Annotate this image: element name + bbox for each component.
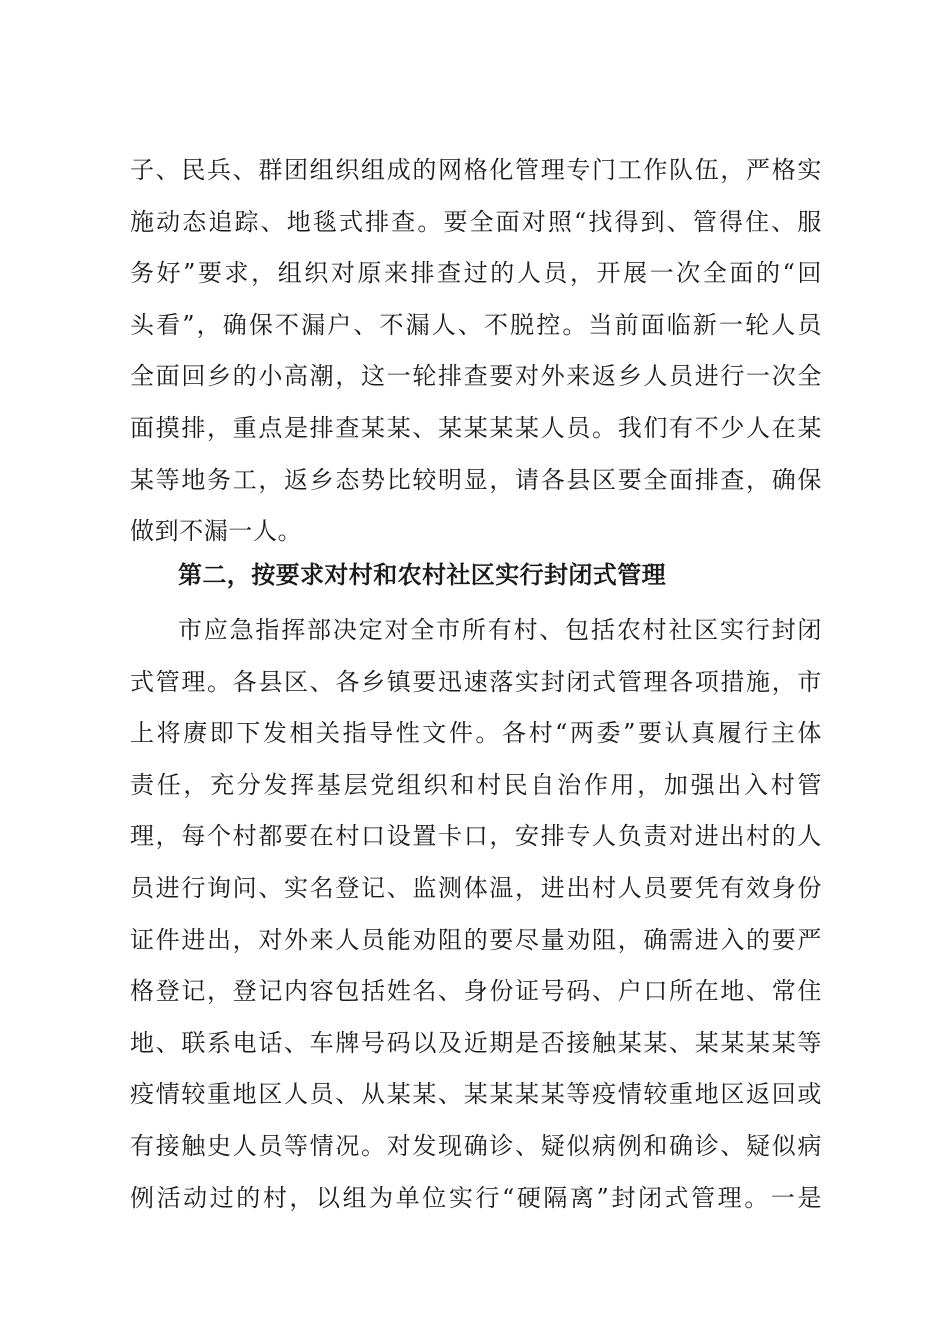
paragraph-line: 有接触史人员等情况。对发现确诊、疑似病例和确诊、疑似病: [130, 1131, 822, 1160]
paragraph-line: 施动态追踪、地毯式排查。要全面对照“找得到、管得住、服: [130, 207, 822, 236]
paragraph-line: 式管理。各县区、各乡镇要迅速落实封闭式管理各项措施，市: [130, 667, 822, 696]
paragraph-line: 面摸排，重点是排查某某、某某某某人员。我们有不少人在某: [130, 413, 822, 442]
paragraph-section-two: [130, 605, 822, 1224]
paragraph-line: 证件进出，对外来人员能劝阻的要尽量劝阻，确需进入的要严: [130, 925, 822, 954]
section-heading: 第二，按要求对村和农村社区实行封闭式管理: [178, 561, 666, 589]
paragraph-line: 疫情较重地区人员、从某某、某某某某等疫情较重地区返回或: [130, 1080, 822, 1109]
paragraph-line: 理，每个村都要在村口设置卡口，安排专人负责对进出村的人: [130, 822, 822, 851]
paragraph-line: 上将赓即下发相关指导性文件。各村“两委”要认真履行主体: [130, 719, 822, 748]
paragraph-line: 某等地务工，返乡态势比较明显，请各县区要全面排查，确保: [130, 465, 822, 494]
paragraph-line: 子、民兵、群团组织组成的网格化管理专门工作队伍，严格实: [130, 156, 822, 184]
paragraph-line: 地、联系电话、车牌号码以及近期是否接触某某、某某某某等: [130, 1028, 822, 1057]
paragraph-line: 格登记，登记内容包括姓名、身份证号码、户口所在地、常住: [130, 977, 822, 1006]
paragraph-line: 做到不漏一人。: [130, 517, 303, 546]
paragraph-line: 员进行询问、实名登记、监测体温，进出村人员要凭有效身份: [130, 873, 822, 902]
paragraph-line: 市应急指挥部决定对全市所有村、包括农村社区实行封闭: [178, 616, 822, 644]
paragraph-continued: [130, 145, 822, 558]
paragraph-line: 责任，充分发挥基层党组织和村民自治作用，加强出入村管: [130, 770, 822, 799]
paragraph-line: 头看”，确保不漏户、不漏人、不脱控。当前面临新一轮人员: [130, 310, 822, 339]
paragraph-line: 全面回乡的小高潮，这一轮排查要对外来返乡人员进行一次全: [130, 362, 822, 391]
paragraph-line: 例活动过的村，以组为单位实行“硬隔离”封闭式管理。一是: [130, 1183, 822, 1212]
paragraph-line: 务好”要求，组织对原来排查过的人员，开展一次全面的“回: [130, 259, 822, 288]
